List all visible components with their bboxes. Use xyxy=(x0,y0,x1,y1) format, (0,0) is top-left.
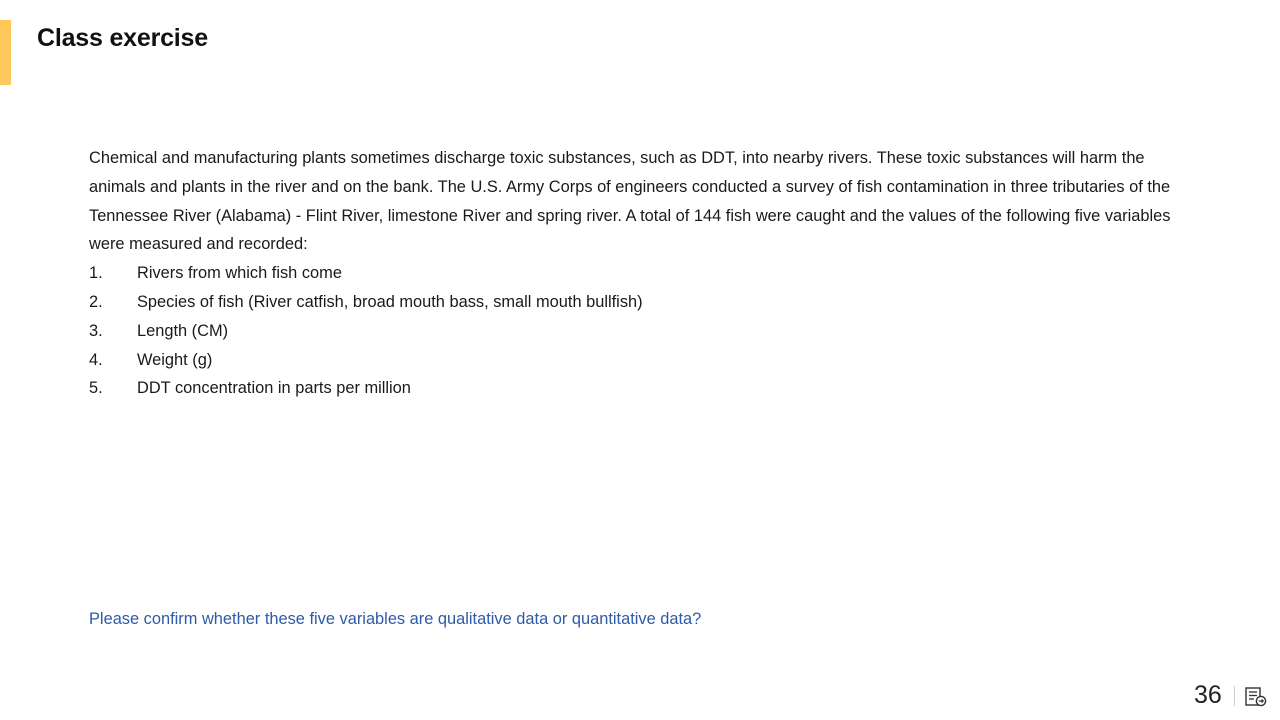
list-item-number: 2. xyxy=(89,292,103,311)
intro-paragraph: Chemical and manufacturing plants sometimes discharge toxic substances, such as DDT, into nearby rivers. These toxic substances will harm the animals and plants in the river and on the bank. The U.S. Army Corps of engineers conducted a survey of fish contamination in three tributaries of the Tennessee River (Alabama) - Flint River, limestone River and spring river. A total of 144 fish were caught and the values of the following five variables were measured and recorded: xyxy=(89,149,1171,254)
list-item xyxy=(89,317,1194,346)
list-item xyxy=(89,346,1194,375)
list-item-text: Length (CM) xyxy=(137,321,229,340)
list-item-text: DDT concentration in parts per million xyxy=(137,379,411,398)
list-item-number: 5. xyxy=(89,379,103,398)
list-item-text: Weight (g) xyxy=(137,350,213,369)
list-item xyxy=(89,288,1194,317)
notes-icon[interactable] xyxy=(1245,687,1267,707)
variable-list xyxy=(89,259,1194,403)
list-item-text: Species of fish (River catfish, broad mouth bass, small mouth bullfish) xyxy=(137,292,643,311)
question-text: Please confirm whether these five variables are qualitative data or quantitative data? xyxy=(89,610,702,628)
slide-title: Class exercise xyxy=(37,24,208,52)
title-accent-bar xyxy=(0,20,11,85)
list-item-number: 4. xyxy=(89,350,103,369)
list-item xyxy=(89,374,1194,403)
list-item-number: 1. xyxy=(89,264,103,283)
slide-content xyxy=(89,144,1194,403)
list-item-text: Rivers from which fish come xyxy=(137,264,342,283)
list-item xyxy=(89,259,1194,288)
list-item-number: 3. xyxy=(89,321,103,340)
footer-divider xyxy=(1234,686,1235,706)
page-number: 36 xyxy=(1194,681,1222,709)
